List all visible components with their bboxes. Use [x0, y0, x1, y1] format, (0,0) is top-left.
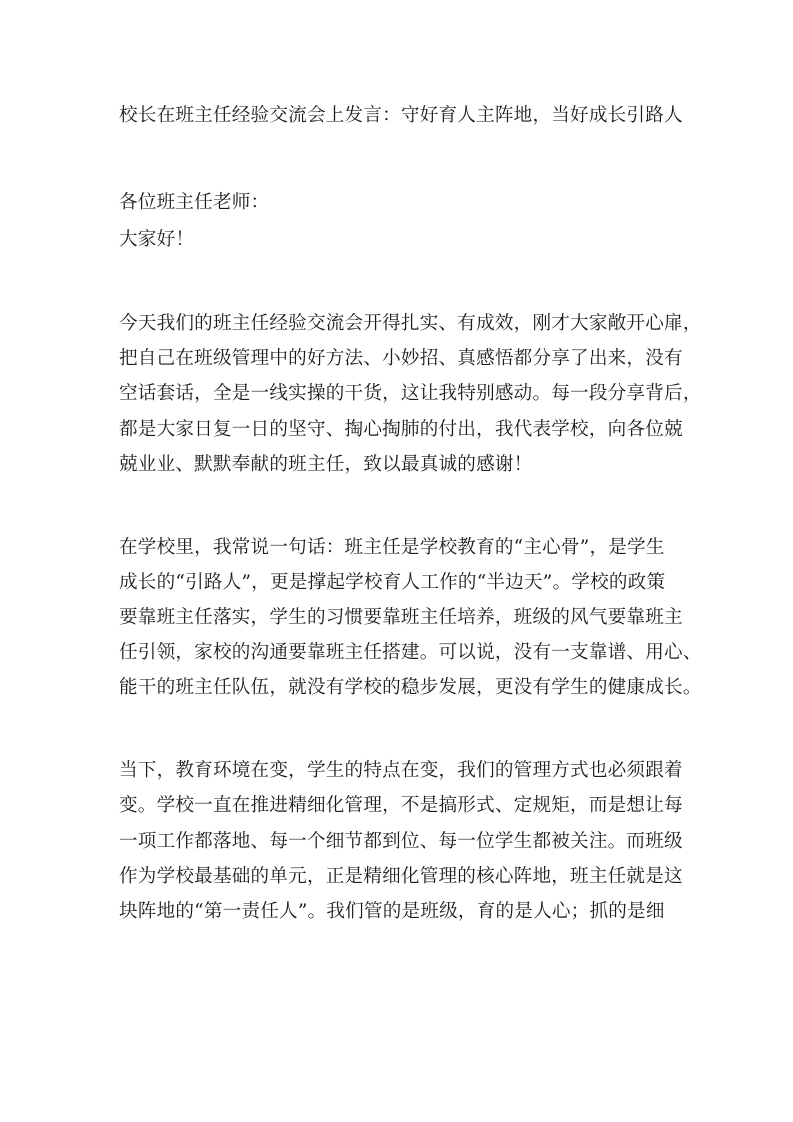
paragraph-line: 一项工作都落地、每一个细节都到位、每一位学生都被关注。而班级 [119, 831, 683, 852]
paragraph-line: 任引领，家校的沟通要靠班主任搭建。可以说，没有一支靠谱、用心、 [119, 642, 702, 663]
paragraph-line: 作为学校最基础的单元，正是精细化管理的核心阵地，班主任就是这 [119, 866, 683, 887]
paragraph-line: 当下，教育环境在变，学生的特点在变，我们的管理方式也必须跟着 [119, 760, 683, 781]
paragraph-line: 变。学校一直在推进精细化管理，不是搞形式、定规矩，而是想让每 [119, 795, 683, 816]
paragraph-line: 能干的班主任队伍，就没有学校的稳步发展，更没有学生的健康成长。 [119, 677, 702, 698]
salutation: 各位班主任老师： [119, 192, 270, 213]
paragraph-line: 成长的“引路人”，更是撑起学校育人工作的“半边天”。学校的政策 [119, 572, 666, 593]
paragraph-line: 兢业业、默默奉献的班主任，致以最真诚的感谢！ [119, 454, 533, 475]
greeting: 大家好！ [119, 229, 195, 250]
paragraph-line: 都是大家日复一日的坚守、掏心掏肺的付出，我代表学校，向各位兢 [119, 419, 683, 440]
paragraph-line: 块阵地的“第一责任人”。我们管的是班级，育的是人心；抓的是细 [119, 901, 665, 922]
paragraph-line: 要靠班主任落实，学生的习惯要靠班主任培养，班级的风气要靠班主 [119, 607, 683, 628]
paragraph-line: 把自己在班级管理中的好方法、小妙招、真感悟都分享了出来，没有 [119, 348, 683, 369]
paragraph-line: 在学校里，我常说一句话：班主任是学校教育的“主心骨”，是学生 [119, 537, 665, 558]
paragraph-line: 空话套话，全是一线实操的干货，这让我特别感动。每一段分享背后， [119, 383, 702, 404]
document-title: 校长在班主任经验交流会上发言：守好育人主阵地，当好成长引路人 [119, 105, 683, 126]
paragraph-line: 今天我们的班主任经验交流会开得扎实、有成效，刚才大家敞开心扉， [119, 313, 702, 334]
